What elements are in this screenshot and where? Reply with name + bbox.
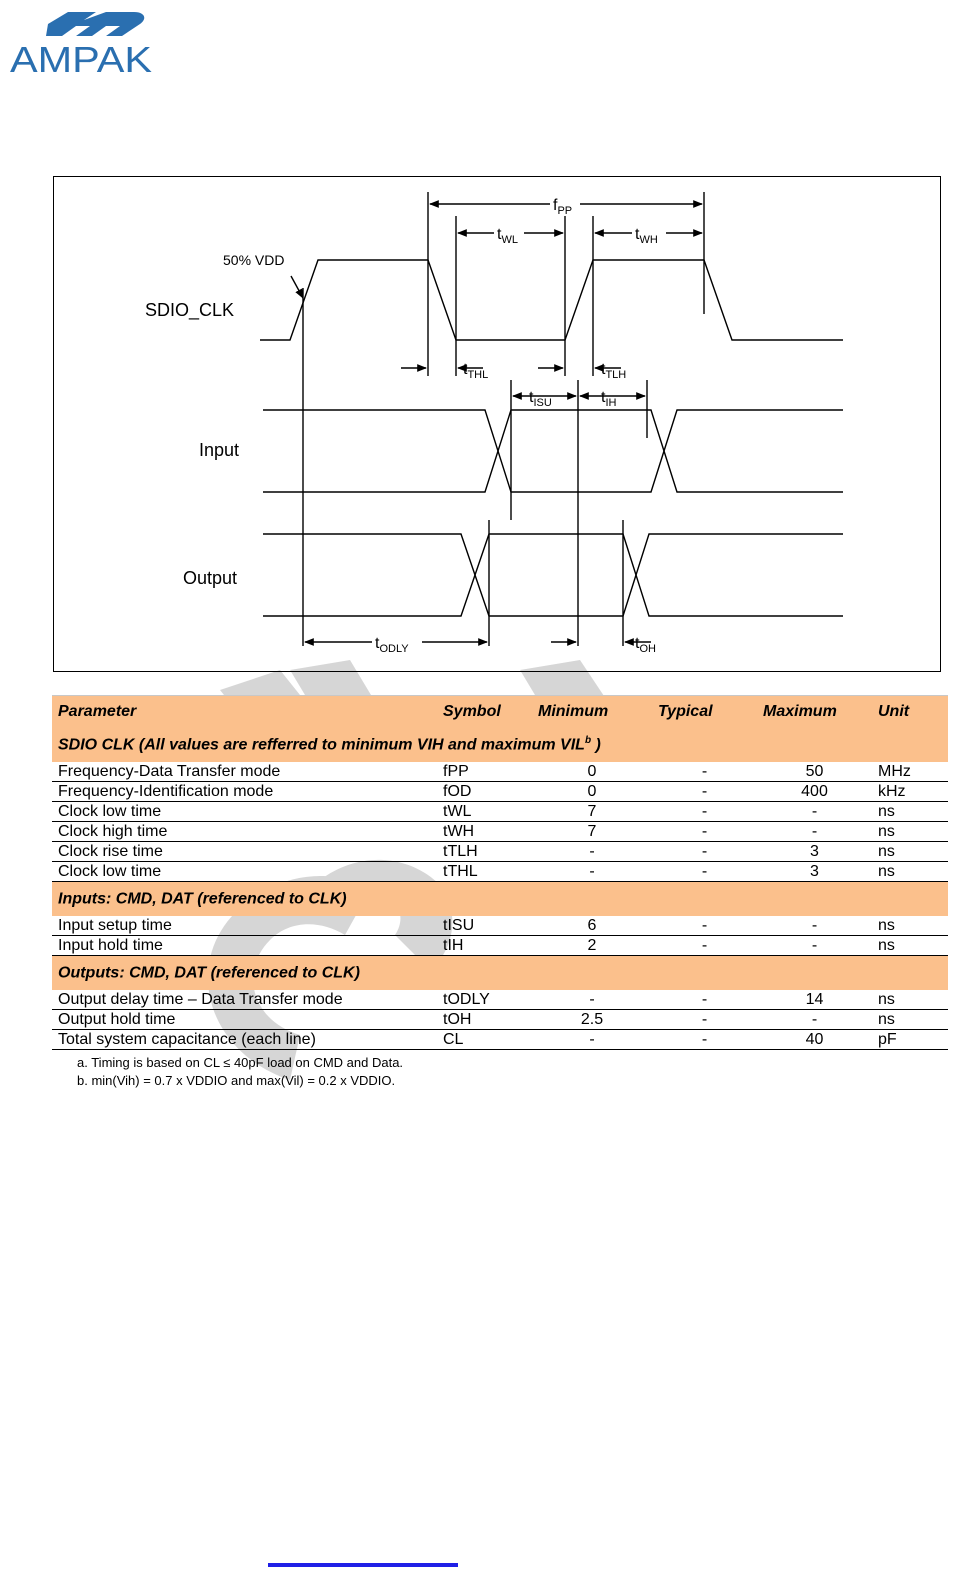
table-group-header <box>52 882 948 917</box>
header-typical: Typical <box>652 696 757 729</box>
output-waveform-low <box>263 534 843 616</box>
cell-minimum: - <box>532 990 652 1010</box>
cell-maximum: 3 <box>757 862 872 882</box>
table-row <box>52 782 948 802</box>
cell-parameter: Total system capacitance (each line) <box>52 1030 437 1050</box>
cell-unit: kHz <box>872 782 948 802</box>
logo-text: AMPAK <box>10 39 152 78</box>
cell-minimum: 7 <box>532 822 652 842</box>
cell-typical: - <box>652 842 757 862</box>
label-toh: $t_{OH}$ <box>635 635 656 655</box>
cell-symbol: fPP <box>437 762 532 782</box>
cell-unit: MHz <box>872 762 948 782</box>
header-symbol: Symbol <box>437 696 532 729</box>
cell-typical: - <box>652 916 757 936</box>
label-fpp: $f_{PP}$ <box>553 197 573 217</box>
cell-parameter: Clock low time <box>52 862 437 882</box>
cell-parameter: Frequency-Identification mode <box>52 782 437 802</box>
signal-label-output: Output <box>183 568 238 588</box>
footer-link[interactable] <box>268 1563 458 1567</box>
table-row <box>52 862 948 882</box>
table-row <box>52 990 948 1010</box>
cell-unit: ns <box>872 1010 948 1030</box>
cell-maximum: - <box>757 802 872 822</box>
label-ttlh: $t_{TLH}$ <box>601 361 627 381</box>
cell-minimum: - <box>532 842 652 862</box>
cell-parameter: Clock low time <box>52 802 437 822</box>
signal-label-input: Input <box>199 440 240 460</box>
table-row <box>52 1010 948 1030</box>
table-group-header <box>52 728 948 762</box>
cell-typical: - <box>652 1030 757 1050</box>
group-title-footnote: b <box>584 735 592 747</box>
header-unit: Unit <box>872 696 948 729</box>
cell-maximum: - <box>757 936 872 956</box>
cell-unit: ns <box>872 936 948 956</box>
clk-waveform <box>260 260 843 340</box>
cell-symbol: tWL <box>437 802 532 822</box>
input-waveform-low <box>263 410 843 492</box>
cell-parameter: Input setup time <box>52 916 437 936</box>
cell-typical: - <box>652 936 757 956</box>
cell-maximum: - <box>757 1010 872 1030</box>
table-row <box>52 1030 948 1050</box>
cell-maximum: - <box>757 822 872 842</box>
group-title <box>52 882 948 917</box>
group-title <box>52 728 948 762</box>
timing-spec-table <box>52 695 948 1050</box>
cell-unit: ns <box>872 822 948 842</box>
ampak-logo <box>10 10 155 78</box>
vdd-label: 50% VDD <box>223 252 285 268</box>
table-header-row <box>52 696 948 729</box>
group-title-end: ) <box>591 736 601 754</box>
header-maximum: Maximum <box>757 696 872 729</box>
cell-unit: ns <box>872 990 948 1010</box>
timing-diagram <box>53 176 941 672</box>
note-b: b. min(Vih) = 0.7 x VDDIO and max(Vil) = 0.2 x VDDIO. <box>77 1073 396 1088</box>
group-title-text: SDIO CLK (All values are refferred to minimum VIH and maximum VIL <box>58 736 585 754</box>
label-tthl: $t_{THL}$ <box>463 361 489 381</box>
cell-maximum: 3 <box>757 842 872 862</box>
cell-maximum: 50 <box>757 762 872 782</box>
cell-symbol: tTLH <box>437 842 532 862</box>
table-group-header <box>52 956 948 991</box>
output-waveform-high <box>263 534 843 616</box>
signal-label-clk: SDIO_CLK <box>145 300 235 320</box>
cell-minimum: - <box>532 1030 652 1050</box>
cell-typical: - <box>652 782 757 802</box>
cell-maximum: 14 <box>757 990 872 1010</box>
cell-minimum: 0 <box>532 762 652 782</box>
cell-typical: - <box>652 1010 757 1030</box>
cell-minimum: 2.5 <box>532 1010 652 1030</box>
table-row <box>52 842 948 862</box>
cell-symbol: tWH <box>437 822 532 842</box>
label-tih: $t_{IH}$ <box>601 389 617 409</box>
cell-parameter: Clock high time <box>52 822 437 842</box>
group-title <box>52 956 948 991</box>
table-row <box>52 822 948 842</box>
cell-parameter: Input hold time <box>52 936 437 956</box>
header-minimum: Minimum <box>532 696 652 729</box>
cell-parameter: Output hold time <box>52 1010 437 1030</box>
cell-unit: ns <box>872 862 948 882</box>
cell-unit: ns <box>872 842 948 862</box>
note-a: a. Timing is based on CL ≤ 40pF load on CMD and Data. <box>77 1055 404 1070</box>
cell-minimum: - <box>532 862 652 882</box>
cell-minimum: 0 <box>532 782 652 802</box>
cell-typical: - <box>652 762 757 782</box>
cell-minimum: 6 <box>532 916 652 936</box>
cell-minimum: 7 <box>532 802 652 822</box>
cell-unit: pF <box>872 1030 948 1050</box>
cell-minimum: 2 <box>532 936 652 956</box>
cell-unit: ns <box>872 802 948 822</box>
cell-symbol: tTHL <box>437 862 532 882</box>
table-row <box>52 802 948 822</box>
table-row <box>52 762 948 782</box>
cell-unit: ns <box>872 916 948 936</box>
header-parameter: Parameter <box>52 696 437 729</box>
cell-parameter: Clock rise time <box>52 842 437 862</box>
cell-symbol: tIH <box>437 936 532 956</box>
table-row <box>52 916 948 936</box>
cell-symbol: tOH <box>437 1010 532 1030</box>
cell-symbol: tODLY <box>437 990 532 1010</box>
cell-maximum: 400 <box>757 782 872 802</box>
table-row <box>52 936 948 956</box>
cell-parameter: Frequency-Data Transfer mode <box>52 762 437 782</box>
cell-typical: - <box>652 822 757 842</box>
cell-symbol: CL <box>437 1030 532 1050</box>
cell-symbol: tISU <box>437 916 532 936</box>
label-twh: $t_{WH}$ <box>635 226 658 246</box>
label-todly: $t_{ODLY}$ <box>375 635 409 655</box>
input-waveform-high <box>263 410 843 492</box>
cell-typical: - <box>652 862 757 882</box>
cell-symbol: fOD <box>437 782 532 802</box>
cell-parameter: Output delay time – Data Transfer mode <box>52 990 437 1010</box>
label-tisu: $t_{ISU}$ <box>529 389 552 409</box>
table-notes <box>77 1054 403 1090</box>
cell-maximum: - <box>757 916 872 936</box>
label-twl: $t_{WL}$ <box>497 226 518 246</box>
cell-typical: - <box>652 802 757 822</box>
group-title-text: Inputs: CMD, DAT (referenced to CLK) <box>58 890 347 908</box>
group-title-text: Outputs: CMD, DAT (referenced to CLK) <box>58 964 360 982</box>
cell-typical: - <box>652 990 757 1010</box>
cell-maximum: 40 <box>757 1030 872 1050</box>
